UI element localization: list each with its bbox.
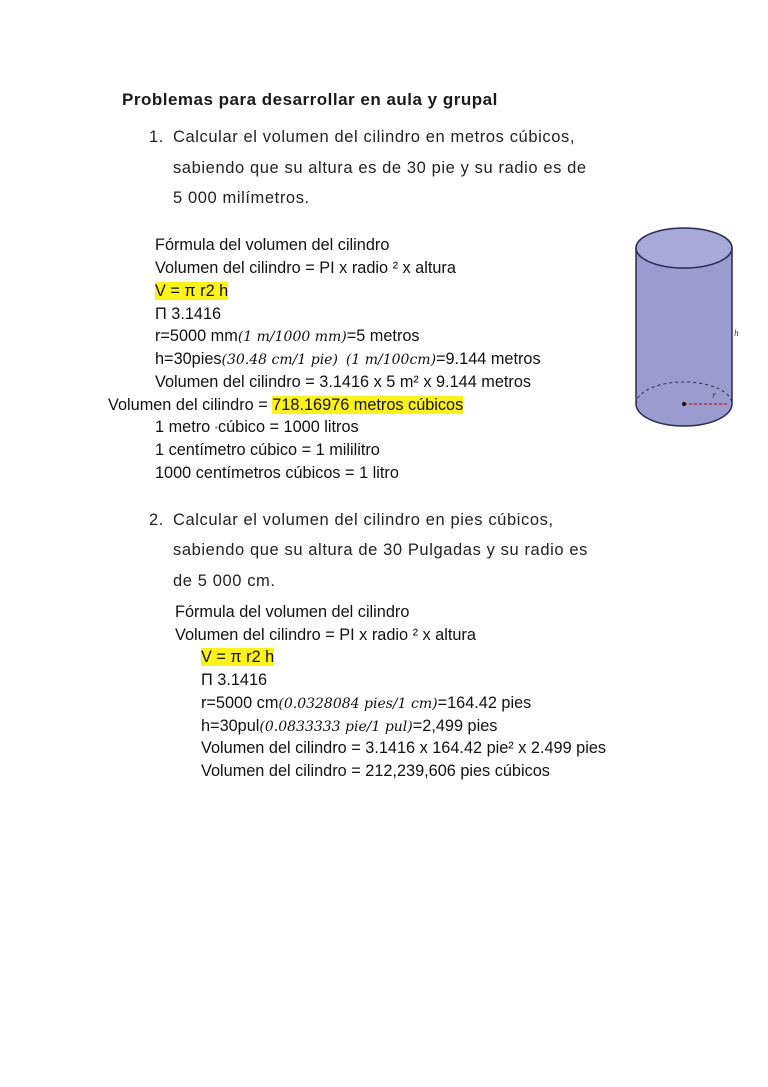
problem2-radius-conversion xyxy=(201,694,531,713)
problem1-volume-result xyxy=(108,396,463,415)
problem2-number: 2. xyxy=(149,511,164,529)
problem1-r-factor: (1 m/1000 mm) xyxy=(237,329,347,345)
problem1-text-line-1: Calcular el volumen del cilindro en metros cúbicos, xyxy=(173,128,576,146)
height-label: h xyxy=(734,329,740,338)
problem1-formula-title: Fórmula del volumen del cilindro xyxy=(155,236,390,254)
problem1-h-prefix: h=30pies xyxy=(155,350,222,368)
cylinder-svg xyxy=(632,226,742,448)
problem2-h-result: =2,499 pies xyxy=(412,717,498,735)
problem1-r-result: =5 metros xyxy=(346,327,420,345)
cylinder-body xyxy=(636,248,732,426)
problem2-formula-words: Volumen del cilindro = PI x radio ² x altura xyxy=(175,626,476,644)
problem2-formula-title: Fórmula del volumen del cilindro xyxy=(175,603,410,621)
problem2-h-prefix: h=30pul xyxy=(201,717,260,735)
problem1-formula-highlight: V = π r2 h xyxy=(155,282,229,300)
problem1-result-label: Volumen del cilindro = xyxy=(108,396,273,414)
cylinder-top xyxy=(636,228,732,268)
problem1-volume-calc: Volumen del cilindro = 3.1416 x 5 m² x 9.144 metros xyxy=(155,373,532,391)
problem1-h-result: =9.144 metros xyxy=(436,350,541,368)
problem1-text-line-2: sabiendo que su altura es de 30 pie y su radio es de xyxy=(173,159,587,177)
problem1-equivalence-2: 1 centímetro cúbico = 1 mililitro xyxy=(155,441,380,459)
problem1-radius-conversion xyxy=(155,327,420,346)
problem1-h-factor-1: (30.48 cm/1 pie) xyxy=(221,352,338,368)
inline-mark-icon: ▪ xyxy=(214,422,218,433)
problem1-equivalence-1 xyxy=(155,418,359,437)
problem1-h-factor-2: (1 m/100cm) xyxy=(345,352,437,368)
problem1-number: 1. xyxy=(149,128,164,146)
problem1-equiv1-a: 1 metro xyxy=(155,418,215,436)
problem2-formula-highlight: V = π r2 h xyxy=(201,648,275,666)
problem2-height-conversion xyxy=(201,717,497,736)
problem1-pi-value: Π 3.1416 xyxy=(155,305,222,323)
problem1-equivalence-3: 1000 centímetros cúbicos = 1 litro xyxy=(155,464,399,482)
radius-label: r xyxy=(712,391,716,400)
problem2-formula-symbolic xyxy=(201,648,274,667)
problem1-formula-symbolic xyxy=(155,282,228,301)
base-center-point xyxy=(682,402,686,406)
problem2-h-factor: (0.0833333 pie/1 pul) xyxy=(259,719,413,735)
problem2-pi-value: Π 3.1416 xyxy=(201,671,268,689)
problem2-volume-result: Volumen del cilindro = 212,239,606 pies cúbicos xyxy=(201,762,550,780)
problem2-r-factor: (0.0328084 pies/1 cm) xyxy=(278,696,438,712)
problem2-volume-calc: Volumen del cilindro = 3.1416 x 164.42 pie² x 2.499 pies xyxy=(201,739,607,757)
page-heading: Problemas para desarrollar en aula y grupal xyxy=(122,90,498,109)
problem2-r-prefix: r=5000 cm xyxy=(201,694,279,712)
problem1-equiv1-b: cúbico = 1000 litros xyxy=(217,418,359,436)
problem1-result-value: 718.16976 metros cúbicos xyxy=(272,396,464,414)
problem1-formula-words: Volumen del cilindro = PI x radio ² x altura xyxy=(155,259,456,277)
problem1-r-prefix: r=5000 mm xyxy=(155,327,238,345)
cylinder-figure xyxy=(632,226,742,448)
problem2-r-result: =164.42 pies xyxy=(437,694,532,712)
problem1-height-conversion xyxy=(155,350,541,369)
problem2-text-line-1: Calcular el volumen del cilindro en pies cúbicos, xyxy=(173,511,554,529)
problem2-text-line-2: sabiendo que su altura de 30 Pulgadas y su radio es xyxy=(173,541,588,559)
problem1-text-line-3: 5 000 milímetros. xyxy=(173,189,310,207)
problem2-text-line-3: de 5 000 cm. xyxy=(173,572,276,590)
